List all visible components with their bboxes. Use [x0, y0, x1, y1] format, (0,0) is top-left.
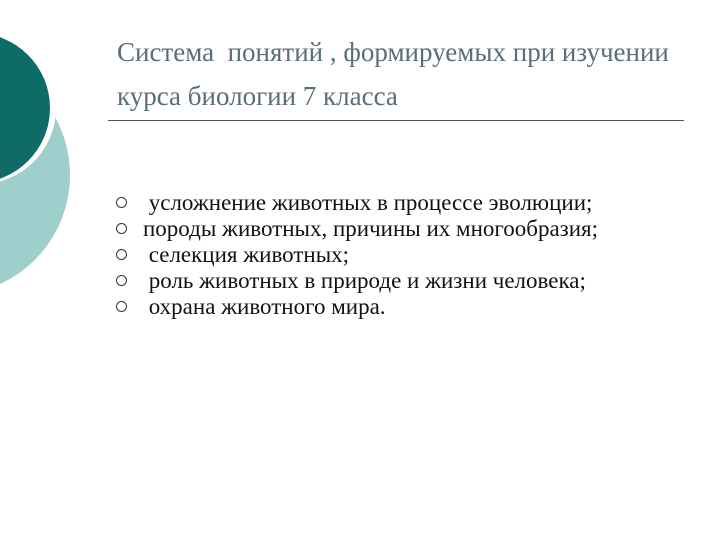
circle-bullet-icon	[116, 223, 127, 234]
circle-bullet-icon	[116, 275, 127, 286]
list-item	[116, 294, 676, 320]
slide-title: Система понятий , формируемых при изучении курса биологии 7 класса	[117, 37, 676, 111]
bullet-text: охрана животного мира.	[143, 294, 386, 319]
bullet-text: роль животных в природе и жизни человека;	[143, 268, 586, 293]
list-item	[116, 190, 676, 216]
list-item	[116, 242, 676, 268]
bullet-text: породы животных, причины их многообразия;	[143, 216, 599, 241]
circle-bullet-icon	[116, 197, 127, 208]
bullet-list	[116, 190, 676, 320]
decorative-circles	[0, 0, 120, 320]
circle-bullet-icon	[116, 249, 127, 260]
bullet-text: селекция животных;	[143, 242, 350, 267]
circle-bullet-icon	[116, 301, 127, 312]
bullet-text: усложнение животных в процессе эволюции;	[143, 190, 593, 215]
title-divider	[108, 120, 684, 121]
list-item	[116, 268, 676, 294]
list-item	[116, 216, 676, 242]
